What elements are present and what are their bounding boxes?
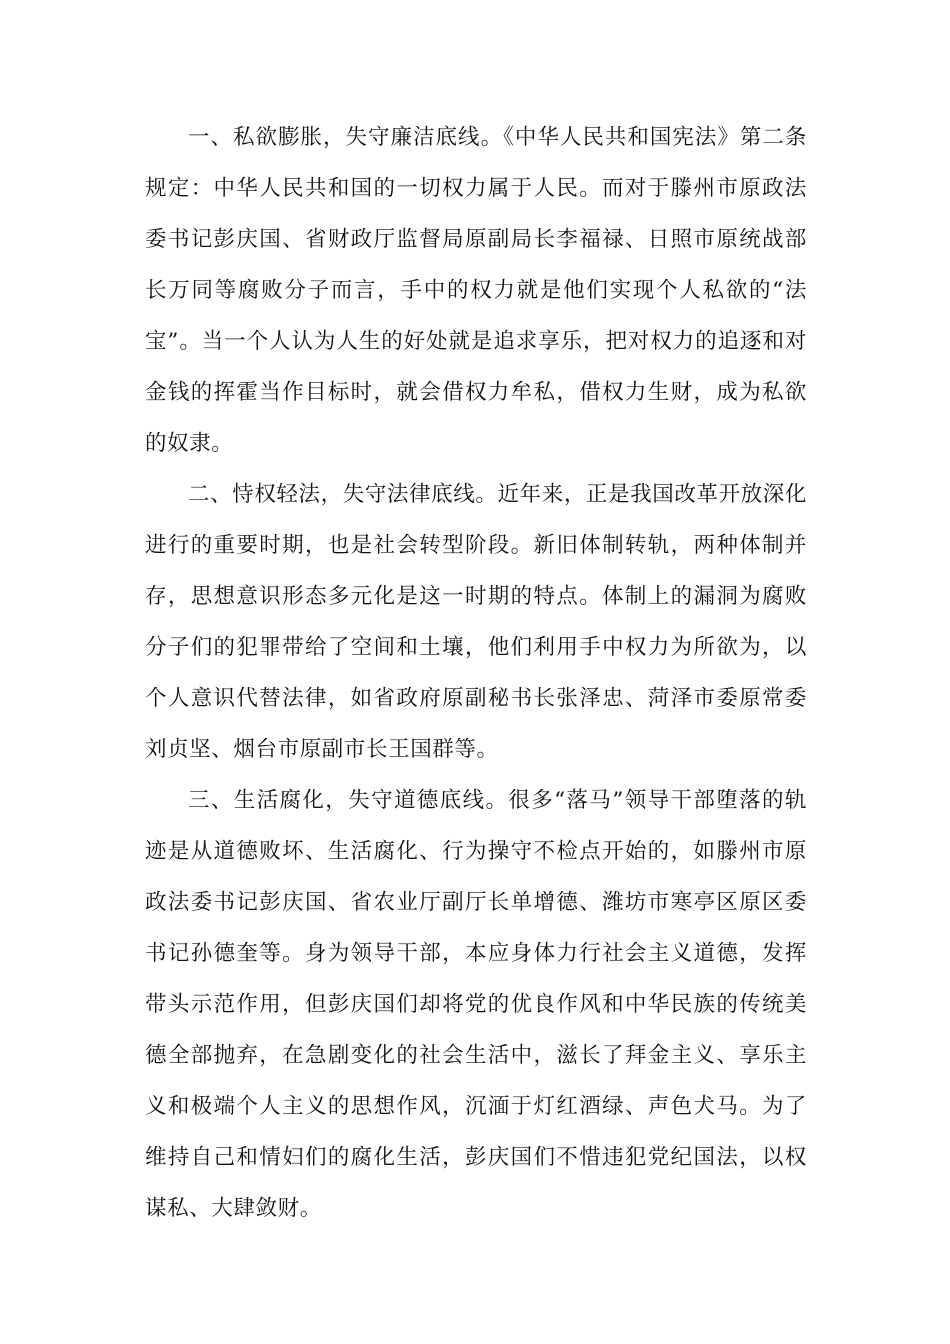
paragraph-legal-bottom-line: 二、恃权轻法，失守法律底线。近年来，正是我国改革开放深化进行的重要时期，也是社会转型阶段。新旧体制转轨，两种体制并存，思想意识形态多元化是这一时期的特点。体制上的漏洞为腐败分子们的犯罪带给了空间和土壤，他们利用手中权力为所欲为，以个人意识代替法律，如省政府原副秘书长张泽忠、菏泽市委原常委刘贞坚、烟台市原副市长王国群等。 [145,482,807,762]
paragraph-integrity-bottom-line: 一、私欲膨胀，失守廉洁底线。《中华人民共和国宪法》第二条规定：中华人民共和国的一切权力属于人民。而对于滕州市原政法委书记彭庆国、省财政厅监督局原副局长李福禄、日照市原统战部长万同等腐败分子而言，手中的权力就是他们实现个人私欲的“法宝”。当一个人认为人生的好处就是追求享乐，把对权力的追逐和对金钱的挥霍当作目标时，就会借权力牟私，借权力生财，成为私欲的奴隶。 [145,125,807,456]
paragraph-moral-bottom-line: 三、生活腐化，失守道德底线。很多“落马”领导干部堕落的轨迹是从道德败坏、生活腐化、行为操守不检点开始的，如滕州市原政法委书记彭庆国、省农业厅副厅长单增德、潍坊市寒亭区原区委书记孙德奎等。身为领导干部，本应身体力行社会主义道德，发挥带头示范作用，但彭庆国们却将党的优良作风和中华民族的传统美德全部抛弃，在急剧变化的社会生活中，滋长了拜金主义、享乐主义和极端个人主义的思想作风，沉湎于灯红酒绿、声色犬马。为了维持自己和情妇们的腐化生活，彭庆国们不惜违犯党纪国法，以权谋私、大肆敛财。 [145,788,807,1221]
document-body [145,112,807,1234]
